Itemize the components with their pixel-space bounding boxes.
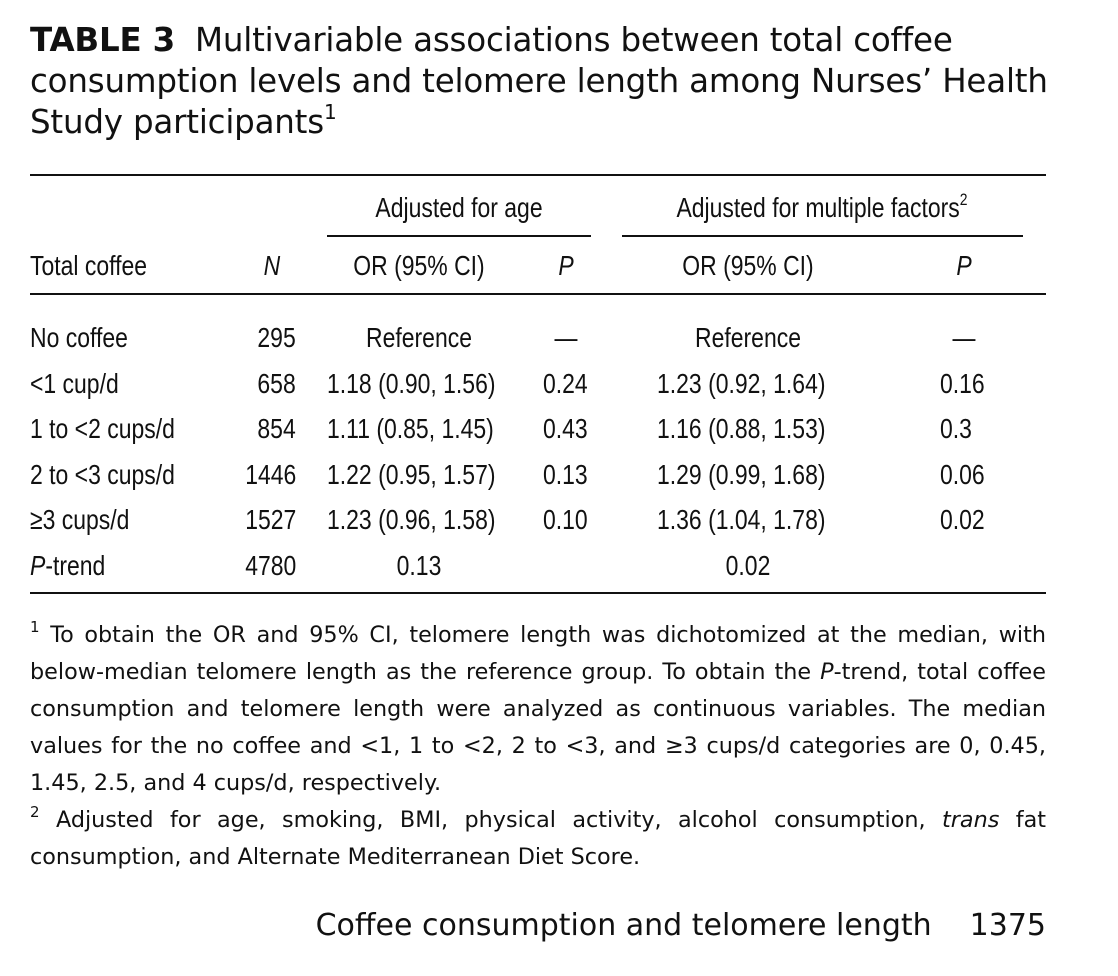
row-n: 295	[257, 322, 296, 353]
row-or-multi: Reference	[695, 322, 801, 353]
row-p-multi: 0.3	[940, 413, 972, 444]
multi-group-rule	[622, 235, 1023, 237]
col-header-or-age: OR (95% CI)	[353, 250, 485, 281]
row-n: 854	[257, 413, 296, 444]
caption-footnote-mark: 1	[323, 100, 337, 124]
row-category: 2 to <3 cups/d	[30, 459, 175, 490]
row-or-age: 1.22 (0.95, 1.57)	[327, 459, 496, 490]
group-header-multi-label: Adjusted for multiple factors	[676, 192, 960, 223]
age-group-rule	[327, 235, 591, 237]
row-or-multi: 1.23 (0.92, 1.64)	[657, 368, 826, 399]
trend-multi: 0.02	[725, 550, 771, 581]
group-header-multi	[625, 191, 1019, 225]
footnote-2-text-a: Adjusted for age, smoking, BMI, physical activity, alcohol consumption,	[55, 807, 943, 833]
table-top-rule	[30, 174, 1046, 176]
row-category: ≥3 cups/d	[30, 504, 130, 535]
footnote-2-mark: 2	[30, 803, 40, 821]
row-p-age: —	[554, 322, 578, 353]
group-header-multi-mark: 2	[959, 190, 968, 209]
col-header-n: N	[263, 250, 280, 281]
row-category: 1 to <2 cups/d	[30, 413, 175, 444]
footnote-1-mark: 1	[30, 618, 40, 636]
trend-label	[30, 549, 105, 583]
col-header-category: Total coffee	[30, 250, 148, 281]
row-category: No coffee	[30, 322, 128, 353]
row-or-age: 1.23 (0.96, 1.58)	[327, 504, 496, 535]
row-p-multi: 0.06	[940, 459, 985, 490]
row-or-age: 1.18 (0.90, 1.56)	[327, 368, 496, 399]
row-p-age: 0.10	[543, 504, 588, 535]
footnote-1-italic: P	[820, 659, 834, 685]
running-title: Coffee consumption and telomere length	[315, 908, 932, 943]
trend-age: 0.13	[396, 550, 442, 581]
page-number: 1375	[969, 908, 1046, 943]
page-footer	[316, 906, 1046, 946]
footnote-2-text-b: fat consumption, and Alternate Mediterranean Diet Score.	[30, 807, 1047, 870]
row-or-multi: 1.36 (1.04, 1.78)	[657, 504, 826, 535]
trend-n: 4780	[244, 550, 296, 581]
row-or-multi: 1.29 (0.99, 1.68)	[657, 459, 826, 490]
row-category: <1 cup/d	[30, 368, 119, 399]
footnote-1	[30, 617, 1046, 802]
footnote-2	[30, 802, 1046, 876]
row-or-multi: 1.16 (0.88, 1.53)	[657, 413, 826, 444]
row-p-multi: —	[952, 322, 976, 353]
col-header-p-multi: P	[956, 250, 972, 281]
group-header-age: Adjusted for age	[375, 192, 543, 223]
row-n: 1446	[244, 459, 296, 490]
row-p-age: 0.43	[543, 413, 588, 444]
header-bottom-rule	[30, 293, 1046, 295]
table-label: TABLE 3	[30, 21, 176, 59]
footnote-1-text-b: -trend, total coffee consumption and telomere length were analyzed as continuous variables. The median values for the no coffee and <1, 1 to <2, 2 to <3, and ≥3 cups/d categories are 0, 0.45, 1.45, 2.5, and 4 cups/d, respectively.	[30, 659, 1046, 796]
footnote-2-italic: trans	[942, 807, 1000, 833]
row-or-age: 1.11 (0.85, 1.45)	[327, 413, 494, 444]
caption-text: Multivariable associations between total coffee consumption levels and telomere length among Nurses’ Health Study participants	[30, 21, 1048, 141]
row-n: 1527	[244, 504, 296, 535]
trend-label-italic: P	[30, 550, 46, 581]
row-p-age: 0.24	[543, 368, 588, 399]
row-n: 658	[257, 368, 296, 399]
row-or-age: Reference	[366, 322, 472, 353]
row-p-multi: 0.02	[940, 504, 985, 535]
trend-label-rest: -trend	[45, 550, 106, 581]
table-bottom-rule	[30, 592, 1046, 594]
row-p-multi: 0.16	[940, 368, 985, 399]
table-caption	[30, 20, 1050, 143]
col-header-or-multi: OR (95% CI)	[682, 250, 814, 281]
col-header-p-age: P	[558, 250, 574, 281]
footnote-1-text-a: To obtain the OR and 95% CI, telomere length was dichotomized at the median, with below-median telomere length as the reference group. To obtain the	[30, 622, 1046, 685]
row-p-age: 0.13	[543, 459, 588, 490]
table-footnotes	[30, 617, 1046, 876]
